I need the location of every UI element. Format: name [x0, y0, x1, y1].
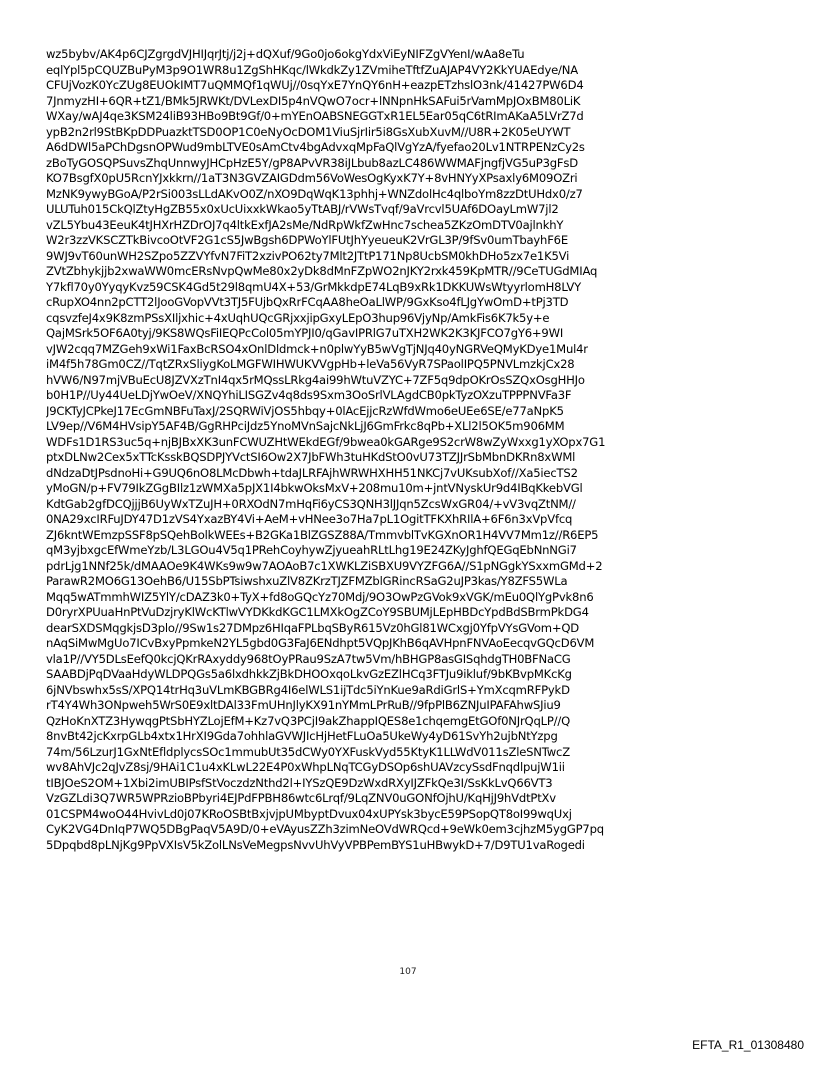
text-line: WXay/wAJ4qe3KSM24liB93HBo9Bt9Gf/0+mYEnOABSNEGGTxR1EL5Ear05qC6tRImAKaA5LVrZ7d: [46, 109, 584, 123]
text-line: KO7BsgfX0pU5RcnYJxkkrn//1aT3N3GVZAIGDdm56VoWesOgKyxK7Y+8vHNYyXPsaxly6M09OZri: [46, 171, 578, 185]
text-line: eqlYpl5pCQUZBuPyM3p9O1WR8u1ZgShHKqc/lWkdkZy1ZVmiheTftfZuAJAP4VY2KkYUAEdye/NA: [46, 62, 578, 77]
text-line: yMoGN/p+FV79IkZGgBIlz1zWMXa5pJX1I4bkwOksMxV+208mu10m+jntVNyskUr9d4IBqKkebVGl: [46, 481, 583, 495]
text-line: wv8AhVJc2qJvZ8sj/9HAi1C1u4xKLwL22E4P0xWhpLNqTCGyDSOp6shUAVzcySsdFnqdlpujW1ii: [46, 760, 565, 774]
text-line: vJW2cqq7MZGeh9xWi1FaxBcRSO4xOnlDldmck+n0plwYyB5wVgTjNJq40yNGRVeQMyKDye1Mul4r: [46, 341, 588, 356]
text-line: iM4f5h78Gm0CZ//TqtZRxSliygKoLMGFWIHWUKVVgpHb+leVa56VyR7SPaolIPQ5PNVLmzkjCx28: [46, 357, 575, 371]
page-number: 107: [399, 967, 417, 977]
text-line: VzGZLdi3Q7WR5WPRzioBPbyri4EJPdFPBH86wtc6Lrqf/9LqZNV0uGONfOjhU/KqHjJ9hVdtPtXv: [46, 791, 556, 805]
text-line: b0H1P//Uy44UeLDjYwOeV/XNQYhiLISGZv4q8ds9Sxm3OoSrlVLAgdCB0pkTyzOXzuTPPPNVFa3F: [46, 388, 572, 402]
text-line: QzHoKnXTZ3HywqgPtSbHYZLojEfM+Kz7vQ3PCjI9akZhappIQES8e1chqemgEtGOf0NJrQqLP//Q: [46, 713, 570, 728]
document-id: EFTA_R1_01308480: [692, 1038, 804, 1052]
text-line: ptxDLNw2Cex5xTTcKsskBQSDPJYVctSI6Ow2X7JbFWh3tuHKdStO0vU73TZJJrSbMbnDKRn8xWMl: [46, 450, 576, 464]
text-line: ypB2n2rl9StBKpDDPuazktTSD0OP1C0eNyOcDOM1ViuSjrIir5i8GsXubXuvM//U8R+2K05eUYWT: [46, 124, 571, 139]
text-line: SAABDjPqDVaaHdyWLDPQGs5a6lxdhkkZjBkDHOOxqoLkvGzEZlHCq3FTJu9ikluf/9bKBvpMKcKg: [46, 667, 572, 681]
text-line: ParawR2MO6G13OehB6/U15SbPTsiwshxuZlV8ZKrzTJZFMZblGRincRSaG2uJP3kas/Y8ZFS5WLa: [46, 574, 568, 588]
text-line: 9WJ9vT60unWH2SZpo5ZZVYfvN7FiT2xzivPO62ty7Mlt2JTtP171Np8UcbSM0khDHo5zx7e1K5Vi: [46, 248, 570, 263]
text-line: hVW6/N97mjVBuEcU8JZVXzTnI4qx5rMQssLRkg4ai99hWtuVZYC+7ZF5q9dpOKrOsSZQxOsgHHJo: [46, 372, 585, 387]
text-line: J9CKTyJCPkeJ17EcGmNBFuTaxJ/2SQRWiVjOS5hbqy+0lAcEjjcRzWfdWmo6eUEe6SE/e77aNpK5: [46, 403, 564, 418]
text-line: A6dDWl5aPChDgsnOPWud9mbLTVE0sAmCtv4bgAdvxqMpFaQlVgYzA/fyefao20Lv1NTRPENzCy2s: [46, 140, 585, 154]
text-line: 01CSPM4woO44HvivLd0j07KRoOSBtBxjvjpUMbyptDvux04xUPYsk3bycE59PSopQT8oI99wqUxj: [46, 806, 572, 821]
text-line: tIBJOeS2OM+1Xbi2imUBIPsfStVoczdzNthd2l+IYSzQE9DzWxdRXyIJZFkQe3I/SsKkLvQ66VT3: [46, 775, 553, 790]
text-line: 7JnmyzHI+6QR+tZ1/BMk5JRWKt/DVLexDI5p4nVQwO7ocr+lNNpnHkSAFui5rVamMpJOxBM80LiK: [46, 93, 581, 108]
text-line: zBoTyGOSQPSuvsZhqUnnwyJHCpHzE5Y/gP8APvVR38iJLbub8azLC486WWMAFjngfjVG5uP3gFsD: [46, 155, 578, 170]
text-line: dearSXDSMqgkjsD3plo//9Sw1s27DMpz6HIqaFPLbqSByR615Vz0hGl81WCxgj0YfpVYsGVom+QD: [46, 620, 579, 635]
text-line: Y7kfl70y0YyqyKvz59CSK4Gd5t29l8qmU4X+53/GrMkkdpE74LqB9xRk1DKKUWsWtyyrlomH8LVY: [46, 279, 581, 294]
text-line: 8nvBt42jcKxrpGLb4xtx1HrXI9Gda7ohhlaGVWJIcHjHetFLuOa5UkeWy4yD61SvYh2ujbNtYzpg: [46, 729, 558, 743]
text-line: Mqq5wATmmhWIZ5YlY/cDAZ3k0+TyX+fd8oGQcYz70Mdj/9O3OwPzGVok9xVGK/mEu0QlYgPvk8n6: [46, 589, 594, 604]
text-line: wz5bybv/AK4p6CJZgrgdVJHIJqrJtj/j2j+dQXuf/9Go0jo6okgYdxViEyNIFZgVYenI/wAa8eTu: [46, 47, 525, 61]
text-line: cRupXO4nn2pCTT2lJooGVopVVt3TJ5FUjbQxRrFCqAA8heOaLlWP/9GxKso4fLJgYwOmD+tPj3TD: [46, 295, 569, 309]
text-line: dNdzaDtJPsdnoHi+G9UQ6nO8LMcDbwh+tdaJLRFAjhWRWHXHH51NKCj7vUKsubXof//Xa5iecTS2: [46, 465, 578, 480]
text-line: qM3yjbxgcEfWmeYzb/L3LGOu4V5q1PRehCoyhywZjyueahRLtLhg19E24ZKyJghfQEGqEbNnNGi7: [46, 543, 577, 557]
text-line: ZJ6kntWEmzpSSF8pSQehBolkWEEs+B2GKa1BlZGSZ88A/TmmvblTvKGXnOR1H4VV7Mm1z//R6EP5: [46, 527, 599, 542]
text-line: pdrLjg1NNf25k/dMAAOe9K4WKs9w9w7AOAoB7c1XWKLZiSBXU9VYZFG6A//S1pNGgkYSxxmGMd+2: [46, 558, 603, 573]
text-line: 0NA29xcIRFuJDY47D1zVS4YxazBY4Vi+AeM+vHNee3o7Ha7pL1OgitTFKXhRIlA+6F6n3xVpVfcq: [46, 512, 573, 526]
text-line: W2r3zzVKSCZTkBivcoOtVF2G1cS5JwBgsh6DPWoYlFUtJhYyeueuK2VrGL3P/9fSv0umTbayhF6E: [46, 233, 568, 247]
text-line: 5Dpqbd8pLNjKg9PpVXIsV5kZolLNsVeMegpsNvvUhVyVPBPemBYS1uHBwykD+7/D9TU1vaRogedi: [46, 837, 585, 852]
text-line: rT4Y4Wh3ONpweh5WrS0E9xltDAl33FmUHnJlyKX91nYMmLPrRuB//9fpPlB6ZNJuIPAFAhwSJiu9: [46, 698, 561, 712]
encoded-text-block: [46, 47, 766, 853]
text-line: ZVtZbhykjjb2xwaWW0mcERsNvpQwMe80x2yDk8dMnFZpWO2nJKY2rxk459KpMTR//9CeTUGdMIAq: [46, 264, 598, 278]
text-line: LV9ep//V6M4HVsipY5AF4B/GgRHPciJdz5YnoMVnSajcNkLjJ6GmFrkc8qPb+XLl2l5OK5m906MM: [46, 419, 565, 433]
text-line: QajMSrk5OF6A0tyj/9KS8WQsFiIEQPcCol05mYPJI0/qGavIPRlG7uTXH2WK2K3KJFCO7gY6+9WI: [46, 326, 564, 340]
text-line: 6jNVbswhx5sS/XPQ14trHq3uVLmKBGBRg4I6elWLS1ijTdc5iYnKue9aRdiGrlS+YmXcqmRFPykD: [46, 682, 570, 697]
text-line: WDFs1D1RS3uc5q+njBJBxXK3unFCWUZHtWEkdEGf/9bwea0kGARge9S2crW8wZyWxxg1yXOpx7G1: [46, 434, 606, 449]
text-line: MzNK9ywyBGoA/P2rSi003sLLdAKvO0Z/nXO9DqWqK13phhj+WNZdolHc4qlboYm8zzDtUHdx0/z7: [46, 186, 583, 201]
text-line: vZL5Ybu43EeuK4tJHXrHZDrOJ7q4ltkExfJA2sMe/NdRpWkfZwHnc7schea5ZKzOmDTV0ajlnkhY: [46, 217, 564, 232]
text-line: D0ryrXPUuaHnPtVuDzjryKlWcKTlwVYDKkdKGC1LMXkOgZCoY9SBUMjLEpHBDcYpdBdSBrmPkDG4: [46, 605, 589, 619]
text-line: cqsvzfeJ4x9K8zmPSsXIljxhic+4xUqhUQcGRjxxjipGxyLEpO3hup96VjyNp/AmkFis6K7k5y+e: [46, 310, 550, 325]
text-line: KdtGab2gfDCQjjjB6UyWxTZuJH+0RXOdN7mHqFi6yCS3QNH3lJJqn5ZcsWxGR04/+vV3vqZtNM//: [46, 496, 576, 511]
text-line: CFUjVozK0YcZUg8EUOkIMT7uQMMQf1qWUj//0sqYxE7YnQY6nH+eazpETzhslO3nk/41427PW6D4: [46, 78, 584, 92]
text-line: ULUTuh015CkQlZtyHgZB55x0xUcUixxkWkao5yTtABJ/rVWsTvqf/9aVrcvl5UAf6DOayLmW7jl2: [46, 202, 559, 216]
text-line: vla1P//VY5DLsEefQ0kcjQKrRAxyddy968tOyPRau9SzA7tw5Vm/hBHGP8asGISqhdgTH0BFNaCG: [46, 651, 571, 666]
text-line: nAqSiMwMgUo7ICvBxyPpmkeN2YL5gbd0G3FaJ6ENdhpt5VQpJKhB6qAVHpnFNVAoEecqvGQcD6VM: [46, 636, 595, 650]
text-line: 74m/56LzurJ1GxNtEfldplycsSOc1mmubUt35dCWy0YXFuskVyd55KtyK1LLWdV011sZleSNTwcZ: [46, 744, 570, 759]
text-line: CyK2VG4DnIqP7WQ5DBgPaqV5A9D/0+eVAyusZZh3zimNeOVdWRQcd+9eWk0em3cjhzM5ygGP7pq: [46, 822, 604, 836]
